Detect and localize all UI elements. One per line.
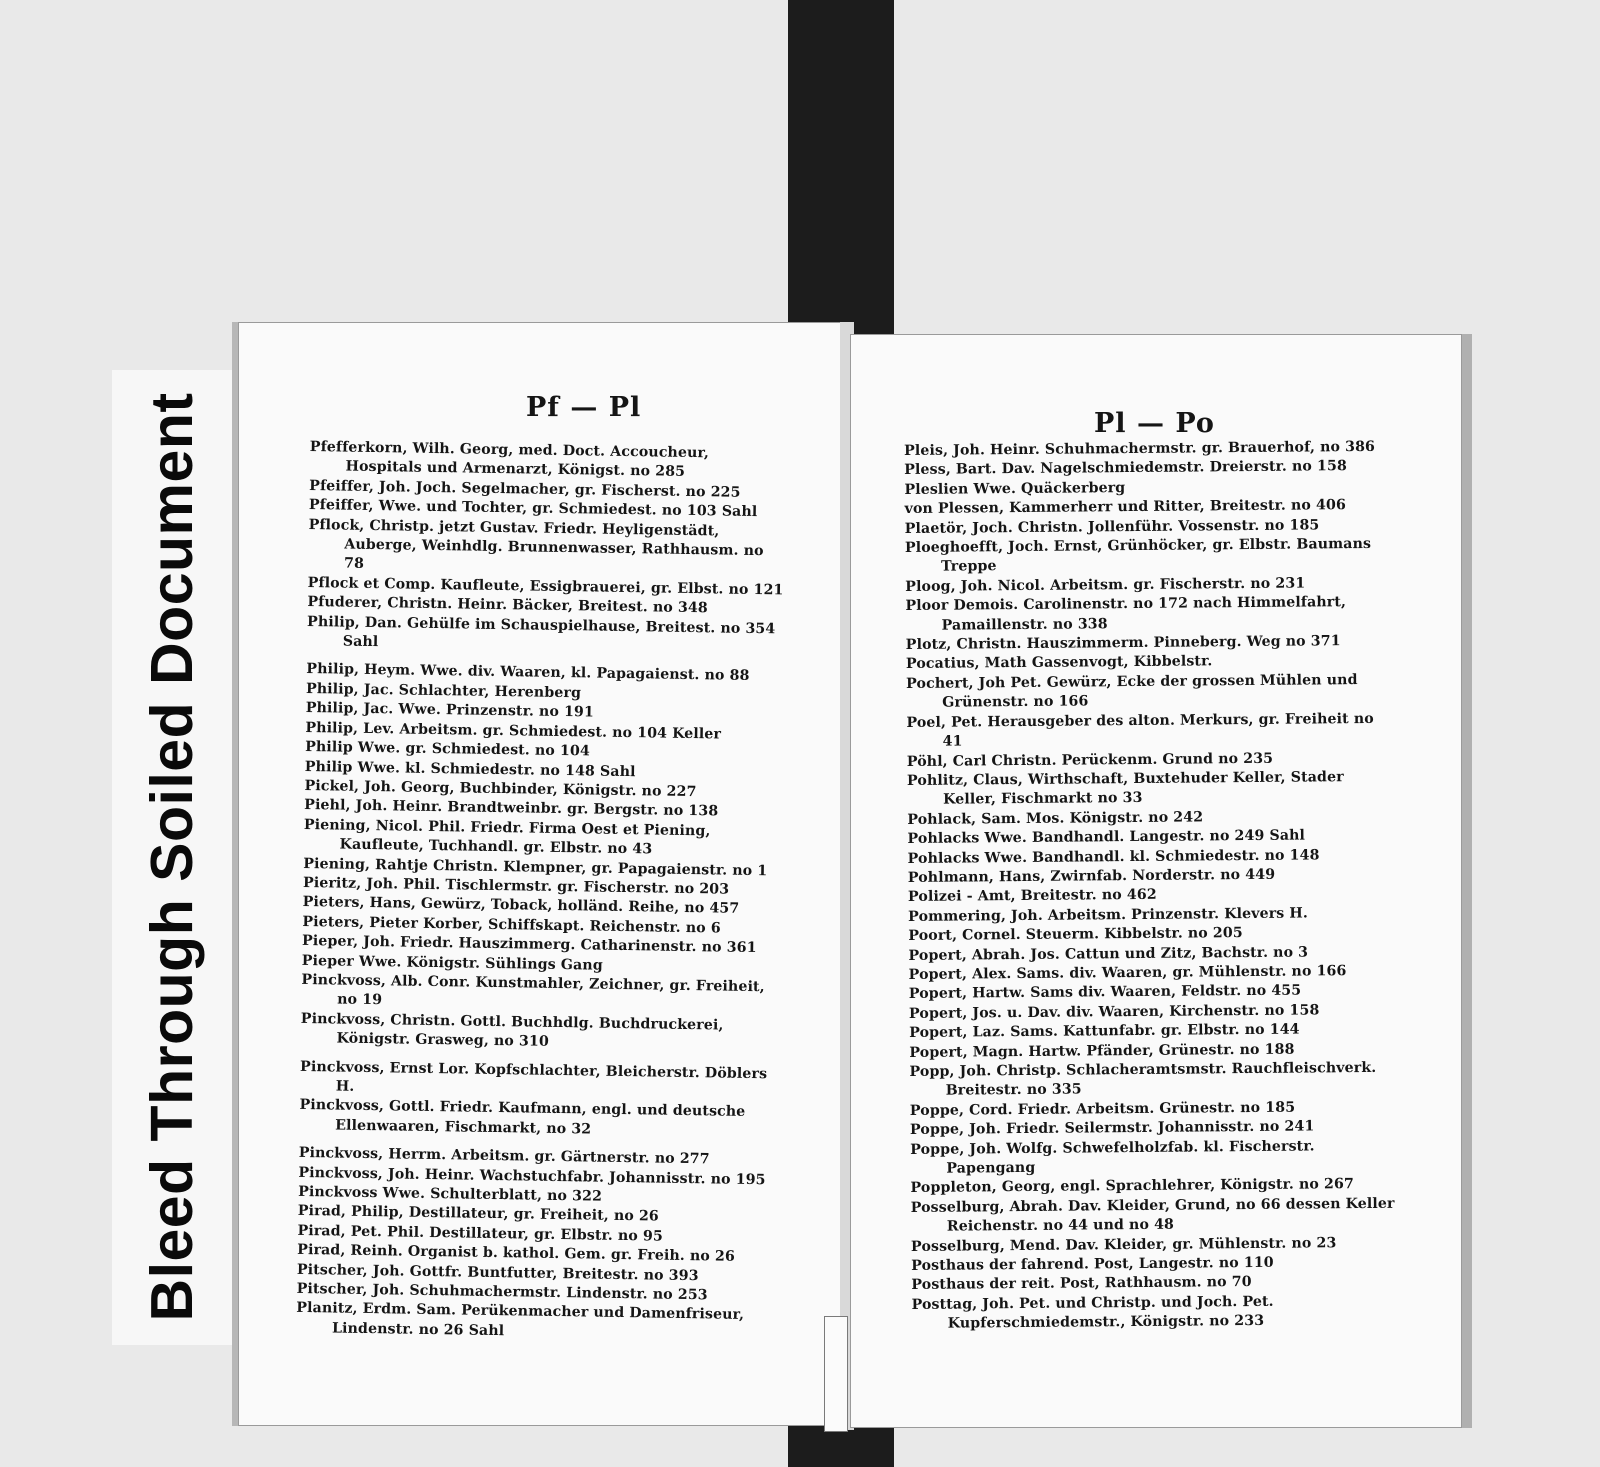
directory-entry: Pieters, Hans, Gewürz, Toback, holländ. Reihe, no 457 <box>302 894 740 918</box>
binding-clamp-top <box>788 0 894 350</box>
directory-entry: Piening, Rahtje Christn. Klempner, gr. Papagaienstr. no 1 <box>303 855 768 879</box>
directory-entry: Pleslien Wwe. Quäckerberg <box>904 479 1126 498</box>
directory-entry: Posttag, Joh. Pet. und Christp. und Joch. Pet. Kupferschmiedemstr., Königstr. no 233 <box>911 1293 1274 1332</box>
directory-entry: Ploeghoefft, Joch. Ernst, Grünhöcker, gr. Elbstr. Baumans Treppe <box>904 535 1372 576</box>
directory-entry: Philip, Heym. Wwe. div. Waaren, kl. Papagaienst. no 88 <box>306 661 750 685</box>
directory-entry: Poppe, Joh. Wolfg. Schwefelholzfab. kl. Fischerstr. Papengang <box>910 1138 1315 1177</box>
directory-entry: Popert, Alex. Sams. div. Waaren, gr. Mühlenstr. no 166 <box>908 963 1347 983</box>
directory-entry: Pohlacks Wwe. Bandhandl. Langestr. no 249 Sahl <box>907 827 1306 848</box>
right-page-entries <box>904 438 1402 1335</box>
directory-entry: Popert, Magn. Hartw. Pfänder, Grünestr. no 188 <box>909 1041 1295 1061</box>
directory-entry: Philip, Dan. Gehülfe im Schauspielhause, Breitest. no 354 Sahl <box>306 613 776 651</box>
directory-entry: Poort, Cornel. Steuerm. Kibbelstr. no 205 <box>908 925 1243 945</box>
directory-entry: Pitscher, Joh. Gottfr. Buntfutter, Breitestr. no 393 <box>296 1261 699 1284</box>
open-book <box>226 322 1472 1434</box>
left-page-header: Pf — Pl <box>526 392 642 423</box>
directory-entry: Plotz, Christn. Hauszimmerm. Pinneberg. Weg no 371 <box>905 633 1341 654</box>
directory-entry: Pflock et Comp. Kaufleute, Essigbrauerei, gr. Elbst. no 121 <box>307 574 784 599</box>
directory-entry: Poppleton, Georg, engl. Sprachlehrer, Königstr. no 267 <box>910 1176 1354 1197</box>
directory-entry: Popp, Joh. Christp. Schlacheramtsmstr. Rauchfleischverk. Breitestr. no 335 <box>909 1059 1377 1100</box>
paper-tab-strip <box>824 1316 848 1432</box>
directory-entry: Pinckvoss, Joh. Heinr. Wachstuchfabr. Johannisstr. no 195 <box>298 1164 766 1188</box>
left-page <box>232 322 852 1426</box>
directory-entry: Pohlack, Sam. Mos. Königstr. no 242 <box>907 809 1204 828</box>
directory-entry: Pfuderer, Christn. Heinr. Bäcker, Breitest. no 348 <box>307 594 708 617</box>
directory-entry: Pieters, Pieter Korber, Schiffskapt. Reichenstr. no 6 <box>302 913 721 937</box>
directory-entry: Polizei - Amt, Breitestr. no 462 <box>907 887 1157 906</box>
directory-entry: Pfefferkorn, Wilh. Georg, med. Doct. Accoucheur, Hospitals und Armenarzt, Königst. no 285 <box>309 438 710 481</box>
directory-entry: Pinckvoss Wwe. Schulterblatt, no 322 <box>298 1183 603 1205</box>
directory-entry: Pflock, Christp. jetzt Gustav. Friedr. Heyligenstädt, Auberge, Weinhdlg. Brunnenwasser, Rathhausm. no 78 <box>308 516 764 573</box>
directory-entry: Posselburg, Mend. Dav. Kleider, gr. Mühlenstr. no 23 <box>910 1234 1337 1255</box>
directory-entry: Pirad, Pet. Phil. Destillateur, gr. Elbstr. no 95 <box>297 1222 664 1245</box>
directory-entry: Pieper, Joh. Friedr. Hauszimmerg. Catharinenstr. no 361 <box>301 933 757 957</box>
directory-entry: Popert, Abrah. Jos. Cattun und Zitz, Bachstr. no 3 <box>908 944 1309 964</box>
directory-entry: Planitz, Erdm. Sam. Perükenmacher und Damenfriseur, Lindenstr. no 26 Sahl <box>296 1300 745 1340</box>
directory-entry: Poel, Pet. Herausgeber des alton. Merkurs, gr. Freiheit no 41 <box>906 710 1374 750</box>
directory-entry: Pirad, Philip, Destillateur, gr. Freiheit, no 26 <box>297 1203 659 1226</box>
directory-entry: Pitscher, Joh. Schuhmachermstr. Lindenstr. no 253 <box>296 1280 708 1304</box>
directory-entry: Poppe, Cord. Friedr. Arbeitsm. Grünestr. no 185 <box>909 1099 1296 1119</box>
directory-entry: Philip, Jac. Wwe. Prinzenstr. no 191 <box>305 700 595 721</box>
directory-entry: Ploog, Joh. Nicol. Arbeitsm. gr. Fischerstr. no 231 <box>905 575 1306 595</box>
directory-entry: Pieritz, Joh. Phil. Tischlermstr. gr. Fischerstr. no 203 <box>302 874 730 898</box>
directory-entry: Pinckvoss, Christn. Gottl. Buchhdlg. Buchdruckerei, Königstr. Grasweg, no 310 <box>300 1010 724 1051</box>
directory-entry: Popert, Jos. u. Dav. div. Waaren, Kirchenstr. no 158 <box>908 1002 1320 1022</box>
left-page-entries <box>296 438 786 1346</box>
directory-entry: Pohlitz, Claus, Wirthschaft, Buxtehuder Keller, Stader Keller, Fischmarkt no 33 <box>906 769 1344 808</box>
directory-entry: Piehl, Joh. Heinr. Brandtweinbr. gr. Bergstr. no 138 <box>304 797 719 820</box>
directory-entry: Pirad, Reinh. Organist b. kathol. Gem. gr. Freih. no 26 <box>297 1242 735 1266</box>
right-page <box>850 334 1472 1428</box>
right-page-header: Pl — Po <box>1094 408 1215 439</box>
directory-entry: Pommering, Joh. Arbeitsm. Prinzenstr. Klevers H. <box>908 905 1308 925</box>
directory-entry: Posthaus der fahrend. Post, Langestr. no 110 <box>911 1254 1274 1275</box>
directory-entry: Pinckvoss, Ernst Lor. Kopfschlachter, Bleicherstr. Döblers H. <box>300 1058 768 1095</box>
directory-entry: Poppe, Joh. Friedr. Seilermstr. Johannisstr. no 241 <box>909 1118 1315 1139</box>
directory-entry: Popert, Laz. Sams. Kattunfabr. gr. Elbstr. no 144 <box>909 1021 1300 1042</box>
directory-entry: Pless, Bart. Dav. Nagelschmiedemstr. Dreierstr. no 158 <box>904 458 1347 479</box>
directory-entry: Pohlmann, Hans, Zwirnfab. Norderstr. no 449 <box>907 866 1276 886</box>
directory-entry: Posthaus der reit. Post, Rathhausm. no 70 <box>911 1274 1252 1294</box>
directory-entry: Pfeiffer, Joh. Joch. Segelmacher, gr. Fischerst. no 225 <box>309 477 741 501</box>
directory-entry: Pöhl, Carl Christn. Perückenm. Grund no 235 <box>906 750 1274 770</box>
directory-entry: Pickel, Joh. Georg, Buchbinder, Königstr. no 227 <box>304 777 697 801</box>
directory-entry: Philip, Jac. Schlachter, Herenberg <box>305 680 582 702</box>
directory-entry: Pinckvoss, Herrm. Arbeitsm. gr. Gärtnerstr. no 277 <box>298 1145 710 1168</box>
directory-entry: Ploor Demois. Carolinenstr. no 172 nach Himmelfahrt, Pamaillenstr. no 338 <box>905 594 1347 634</box>
directory-entry: Pocatius, Math Gassenvogt, Kibbelstr. <box>905 653 1213 673</box>
side-label-text: Bleed Through Soiled Document <box>139 392 205 1322</box>
directory-entry: Pochert, Joh Pet. Gewürz, Ecke der grossen Mühlen und Grünenstr. no 166 <box>906 671 1358 711</box>
directory-entry: Pohlacks Wwe. Bandhandl. kl. Schmiedestr. no 148 <box>907 846 1320 867</box>
directory-entry: Pfeiffer, Wwe. und Tochter, gr. Schmiedest. no 103 Sahl <box>308 497 758 521</box>
directory-entry: Popert, Hartw. Sams div. Waaren, Feldstr. no 455 <box>908 982 1302 1003</box>
directory-entry: Pinckvoss, Gottl. Friedr. Kaufmann, engl. und deutsche Ellenwaaren, Fischmarkt, no 32 <box>299 1097 746 1138</box>
directory-entry: Philip Wwe. kl. Schmiedestr. no 148 Sahl <box>304 758 636 780</box>
directory-entry: Pinckvoss, Alb. Conr. Kunstmahler, Zeichner, gr. Freiheit, no 19 <box>301 971 765 1009</box>
directory-entry: Pleis, Joh. Heinr. Schuhmachermstr. gr. Brauerhof, no 386 <box>904 438 1376 459</box>
directory-entry: Plaetör, Joch. Christn. Jollenführ. Vossenstr. no 185 <box>904 517 1320 537</box>
directory-entry: Pieper Wwe. Königstr. Sühlings Gang <box>301 952 603 974</box>
directory-entry: Posselburg, Abrah. Dav. Kleider, Grund, no 66 dessen Keller Reichenstr. no 44 und no 48 <box>910 1195 1395 1235</box>
directory-entry: Philip Wwe. gr. Schmiedest. no 104 <box>305 739 591 760</box>
directory-entry: Philip, Lev. Arbeitsm. gr. Schmiedest. no 104 Keller <box>305 719 722 743</box>
directory-entry: Piening, Nicol. Phil. Friedr. Firma Oest et Piening, Kaufleute, Tuchhandl. gr. Elbstr. no 43 <box>303 816 711 858</box>
directory-entry: von Plessen, Kammerherr und Ritter, Breitestr. no 406 <box>904 497 1346 518</box>
